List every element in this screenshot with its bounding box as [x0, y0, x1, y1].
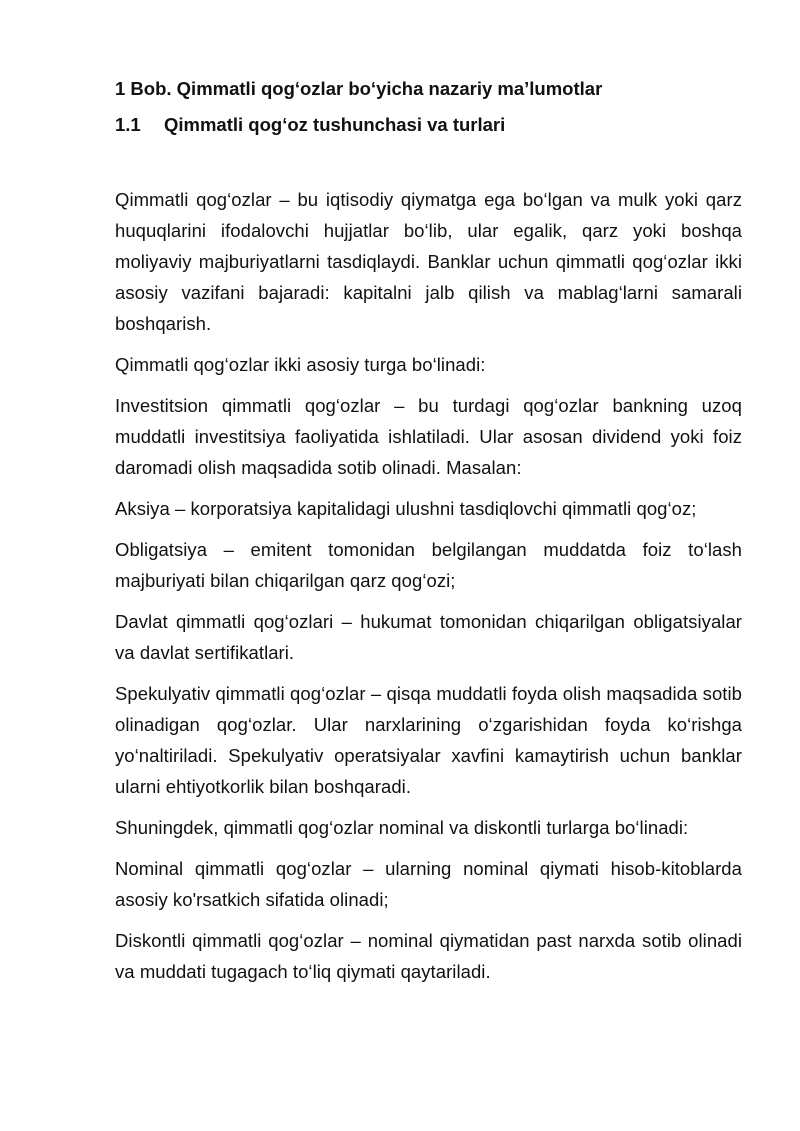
paragraph-government-securities: Davlat qimmatli qog‘ozlari – hukumat tomonidan chiqarilgan obligatsiyalar va davlat sertifikatlari.	[115, 611, 742, 663]
chapter-title: 1 Bob. Qimmatli qog‘ozlar bo‘yicha nazariy ma’lumotlar	[115, 78, 603, 99]
section-title: Qimmatli qog‘oz tushunchasi va turlari	[164, 114, 506, 135]
section-heading	[115, 112, 742, 138]
paragraph-shares: Aksiya – korporatsiya kapitalidagi ulushni tasdiqlovchi qimmatli qog‘oz;	[115, 498, 697, 519]
paragraph-nominal-securities: Nominal qimmatli qog‘ozlar – ularning nominal qiymati hisob-kitoblarda asosiy ko'rsatkich sifatida olinadi;	[115, 858, 742, 910]
paragraph-definition: Qimmatli qog‘ozlar – bu iqtisodiy qiymatga ega bo‘lgan va mulk yoki qarz huquqlarini ifodalovchi hujjatlar bo‘lib, ular egalik, qarz yoki boshqa moliyaviy majburiyatlarni tasdiqlaydi. Banklar uchun qimmatli qog‘ozlar ikki asosiy vazifani bajaradi: kapitalni jalb qilish va mablag‘larni samarali boshqarish.	[115, 189, 742, 334]
paragraph-discount-securities: Diskontli qimmatli qog‘ozlar – nominal qiymatidan past narxda sotib olinadi va muddati tugagach to‘liq qiymati qaytariladi.	[115, 930, 742, 982]
paragraph-types-intro: Qimmatli qog‘ozlar ikki asosiy turga bo‘linadi:	[115, 354, 486, 375]
paragraph-investment-securities: Investitsion qimmatli qog‘ozlar – bu turdagi qog‘ozlar bankning uzoq muddatli investitsiya faoliyatida ishlatiladi. Ular asosan dividend yoki foiz daromadi olish maqsadida sotib olinadi. Masalan:	[115, 395, 742, 478]
section-number: 1.1	[115, 114, 141, 135]
paragraph-speculative-securities: Spekulyativ qimmatli qog‘ozlar – qisqa muddatli foyda olish maqsadida sotib olinadigan qog‘ozlar. Ular narxlarining o‘zgarishidan foyda ko‘rishga yo‘naltiriladi. Spekulyativ operatsiyalar xavfini kamaytirish uchun banklar ularni ehtiyotkorlik bilan boshqaradi.	[115, 683, 742, 797]
paragraph-nominal-discount-intro: Shuningdek, qimmatli qog‘ozlar nominal va diskontli turlarga bo‘linadi:	[115, 817, 689, 838]
paragraph-bonds: Obligatsiya – emitent tomonidan belgilangan muddatda foiz to‘lash majburiyati bilan chiqarilgan qarz qog‘ozi;	[115, 539, 742, 591]
document-page	[115, 76, 742, 997]
